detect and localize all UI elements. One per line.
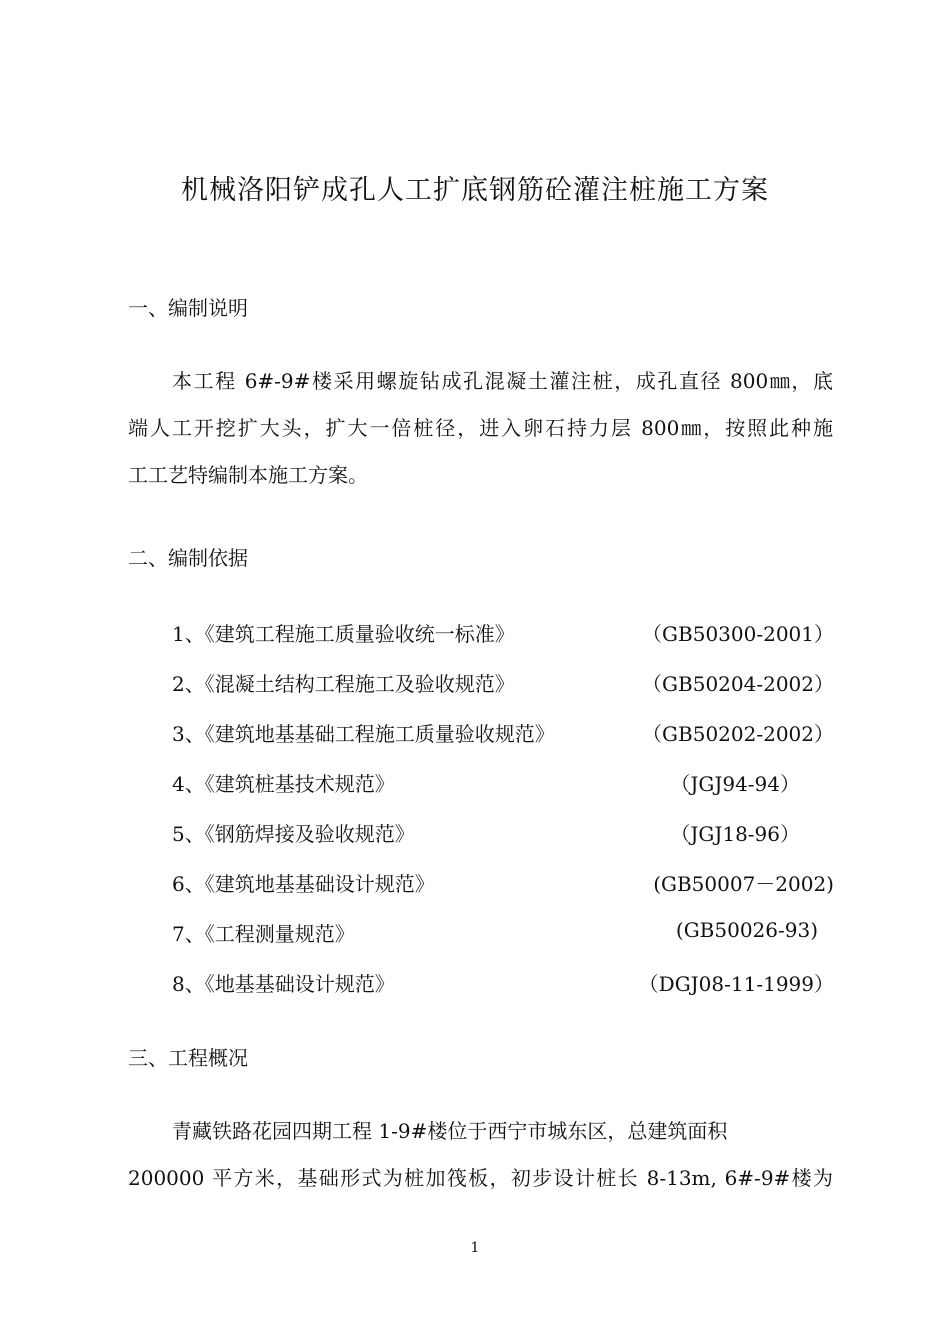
reference-item [172, 768, 834, 798]
section-3-paragraph [128, 1108, 833, 1202]
reference-item [172, 618, 834, 648]
section-heading-1: 一、编制说明 [128, 296, 248, 320]
reference-code: (GB50026-93) [675, 918, 818, 942]
reference-item [172, 668, 834, 698]
reference-name: 3、《建筑地基基础工程施工质量验收规范》 [172, 722, 555, 746]
section-heading-3: 三、工程概况 [128, 1046, 248, 1070]
section-1-paragraph [128, 358, 833, 499]
reference-code: （GB50204-2002） [642, 672, 834, 696]
section-heading-2: 二、编制依据 [128, 546, 248, 570]
reference-name: 6、《建筑地基基础设计规范》 [172, 872, 435, 896]
reference-code: (GB50007－2002) [653, 872, 834, 896]
reference-name: 4、《建筑桩基技术规范》 [172, 772, 395, 796]
reference-name: 8、《地基基础设计规范》 [172, 972, 395, 996]
reference-name: 2、《混凝土结构工程施工及验收规范》 [172, 672, 515, 696]
reference-item [172, 968, 834, 998]
page-number: 1 [470, 1240, 480, 1256]
paragraph-line: 端人工开挖扩大头，扩大一倍桩径，进入卵石持力层 800㎜，按照此种施 [128, 416, 833, 440]
paragraph-line: 工工艺特编制本施工方案。 [128, 463, 368, 487]
reference-item [172, 918, 834, 948]
reference-name: 5、《钢筋焊接及验收规范》 [172, 822, 415, 846]
paragraph-line: 本工程 6#-9#楼采用螺旋钻成孔混凝土灌注桩，成孔直径 800㎜，底 [172, 369, 833, 393]
reference-item [172, 818, 834, 848]
reference-name: 7、《工程测量规范》 [172, 922, 355, 946]
reference-name: 1、《建筑工程施工质量验收统一标准》 [172, 622, 515, 646]
reference-code: （JGJ18-96） [670, 822, 800, 846]
reference-item [172, 718, 834, 748]
reference-item [172, 868, 834, 898]
document-title: 机械洛阳铲成孔人工扩底钢筋砼灌注桩施工方案 [181, 175, 769, 206]
reference-code: （GB50300-2001） [642, 622, 834, 646]
paragraph-line: 青藏铁路花园四期工程 1-9#楼位于西宁市城东区，总建筑面积 [172, 1119, 728, 1143]
paragraph-line: 200000 平方米，基础形式为桩加筏板，初步设计桩长 8-13m, 6#-9#楼为 [128, 1166, 833, 1190]
reference-code: （GB50202-2002） [642, 722, 834, 746]
reference-code: （JGJ94-94） [670, 772, 800, 796]
reference-code: （DGJ08-11-1999） [638, 972, 834, 996]
